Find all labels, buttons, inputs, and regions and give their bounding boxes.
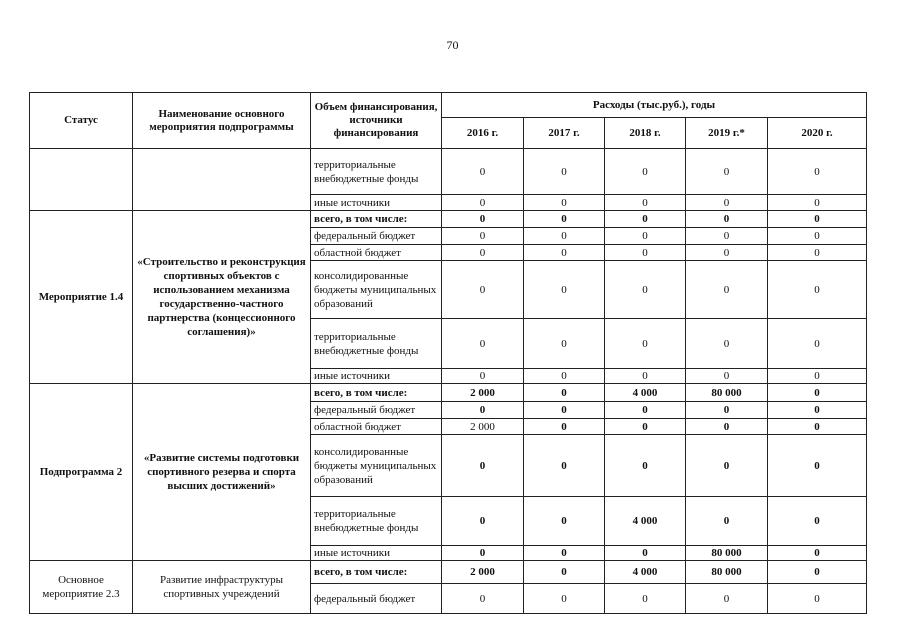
value-cell: 0 [524,561,605,584]
value-cell: 0 [442,228,524,245]
value-cell: 0 [442,435,524,497]
table-row [30,149,867,195]
value-cell: 80 000 [686,546,768,561]
value-cell: 0 [686,319,768,369]
table-row [30,384,867,402]
status-cell: Мероприятие 1.4 [30,211,133,384]
funding-source-cell: иные источники [311,195,442,211]
funding-source-cell: федеральный бюджет [311,228,442,245]
header-name: Наименование основного мероприятия подпрограммы [133,93,311,149]
value-cell: 0 [768,195,867,211]
budget-table [29,92,867,614]
value-cell: 0 [442,402,524,419]
value-cell: 0 [768,369,867,384]
value-cell: 0 [524,319,605,369]
value-cell: 0 [524,245,605,261]
funding-source-cell: областной бюджет [311,419,442,435]
value-cell: 0 [442,195,524,211]
value-cell: 0 [524,584,605,614]
value-cell: 0 [442,149,524,195]
funding-source-cell: иные источники [311,546,442,561]
table-row [30,211,867,228]
value-cell: 0 [768,384,867,402]
value-cell: 0 [686,369,768,384]
value-cell: 4 000 [605,561,686,584]
header-year: 2019 г.* [686,118,768,149]
value-cell: 0 [442,546,524,561]
value-cell: 0 [686,402,768,419]
funding-source-cell: консолидированные бюджеты муниципальных образований [311,261,442,319]
value-cell: 0 [605,195,686,211]
header-funding: Объем финансирования, источники финансирования [311,93,442,149]
measure-name-cell: Развитие инфраструктуры спортивных учреждений [133,561,311,614]
header-year: 2017 г. [524,118,605,149]
value-cell: 0 [442,245,524,261]
header-year: 2018 г. [605,118,686,149]
value-cell: 0 [605,261,686,319]
funding-source-cell: федеральный бюджет [311,402,442,419]
value-cell: 0 [442,319,524,369]
value-cell: 0 [524,149,605,195]
value-cell: 0 [605,402,686,419]
value-cell: 0 [768,584,867,614]
funding-source-cell: иные источники [311,369,442,384]
value-cell: 0 [605,546,686,561]
value-cell: 0 [605,149,686,195]
value-cell: 80 000 [686,561,768,584]
measure-name-cell: «Развитие системы подготовки спортивного резерва и спорта высших достижений» [133,384,311,561]
value-cell: 0 [768,497,867,546]
table-body [30,149,867,614]
value-cell: 0 [686,497,768,546]
value-cell: 0 [686,419,768,435]
value-cell: 0 [686,435,768,497]
value-cell: 0 [442,211,524,228]
value-cell: 4 000 [605,384,686,402]
status-cell [30,149,133,211]
value-cell: 0 [524,546,605,561]
value-cell: 0 [524,195,605,211]
value-cell: 0 [605,435,686,497]
value-cell: 0 [768,261,867,319]
measure-name-cell: «Строительство и реконструкция спортивных объектов с использованием механизма государственно-частного партнерства (концессионного соглашения)» [133,211,311,384]
value-cell: 0 [524,369,605,384]
value-cell: 0 [768,419,867,435]
value-cell: 0 [442,584,524,614]
value-cell: 0 [768,149,867,195]
value-cell: 0 [524,384,605,402]
value-cell: 0 [605,228,686,245]
value-cell: 0 [768,228,867,245]
funding-source-cell: федеральный бюджет [311,584,442,614]
value-cell: 0 [605,584,686,614]
value-cell: 0 [524,228,605,245]
funding-source-cell: территориальные внебюджетные фонды [311,319,442,369]
value-cell: 0 [768,435,867,497]
value-cell: 0 [442,261,524,319]
funding-source-cell: консолидированные бюджеты муниципальных образований [311,435,442,497]
value-cell: 0 [605,245,686,261]
funding-source-cell: областной бюджет [311,245,442,261]
value-cell: 4 000 [605,497,686,546]
value-cell: 0 [524,435,605,497]
value-cell: 0 [768,546,867,561]
header-year: 2016 г. [442,118,524,149]
value-cell: 0 [605,369,686,384]
header-year: 2020 г. [768,118,867,149]
header-status: Статус [30,93,133,149]
value-cell: 0 [605,319,686,369]
value-cell: 2 000 [442,419,524,435]
table-row [30,561,867,584]
value-cell: 0 [524,211,605,228]
value-cell: 0 [768,561,867,584]
value-cell: 0 [686,211,768,228]
value-cell: 0 [442,497,524,546]
status-cell: Основное мероприятие 2.3 [30,561,133,614]
value-cell: 0 [524,261,605,319]
value-cell: 0 [442,369,524,384]
value-cell: 0 [605,211,686,228]
funding-source-cell: территориальные внебюджетные фонды [311,497,442,546]
funding-source-cell: территориальные внебюджетные фонды [311,149,442,195]
funding-source-cell: всего, в том числе: [311,561,442,584]
value-cell: 0 [524,402,605,419]
value-cell: 0 [768,319,867,369]
measure-name-cell [133,149,311,211]
value-cell: 0 [768,245,867,261]
value-cell: 0 [768,402,867,419]
value-cell: 2 000 [442,384,524,402]
value-cell: 0 [768,211,867,228]
value-cell: 0 [686,245,768,261]
table-header [30,93,867,149]
value-cell: 0 [686,228,768,245]
header-expenses: Расходы (тыс.руб.), годы [442,93,867,118]
value-cell: 0 [686,584,768,614]
value-cell: 2 000 [442,561,524,584]
value-cell: 0 [686,149,768,195]
status-cell: Подпрограмма 2 [30,384,133,561]
funding-source-cell: всего, в том числе: [311,384,442,402]
value-cell: 0 [524,419,605,435]
page-number: 70 [446,38,459,52]
value-cell: 80 000 [686,384,768,402]
value-cell: 0 [686,195,768,211]
value-cell: 0 [524,497,605,546]
value-cell: 0 [686,261,768,319]
funding-source-cell: всего, в том числе: [311,211,442,228]
value-cell: 0 [605,419,686,435]
